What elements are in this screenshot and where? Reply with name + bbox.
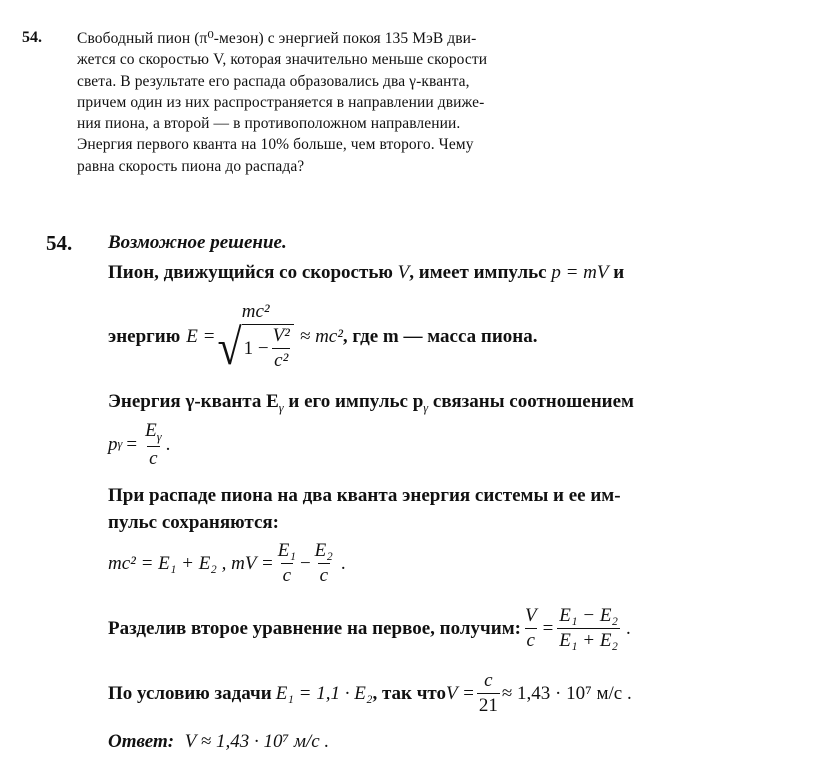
- problem-line: света. В результате его распада образовались два γ-кванта,: [77, 72, 470, 90]
- solution-line-9: По условию задачи E₁ = 1,1 · E₂ , так что V = $\frac{c}{21}$ ≈ 1,43 · 10⁷ м/с .: [108, 670, 632, 716]
- solution-line-5: При распаде пиона на два кванта энергия системы и ее им-: [108, 485, 621, 506]
- sqrt-expression: √ 1 − $\frac{\text{V²}}{\text{c²}}$: [217, 324, 293, 372]
- solution-heading: Возможное решение.: [108, 232, 287, 253]
- problem-number: 54.: [22, 29, 42, 46]
- problem-text: [77, 28, 487, 177]
- solution-line-3: Энергия γ-кванта $E_\gamma$ и его импульс $p_\gamma$ связаны соотношением: [108, 391, 635, 415]
- answer-label: Ответ:: [108, 731, 175, 752]
- answer-value: V ≈ 1,43 · 10⁷ м/с .: [184, 731, 330, 752]
- problem-line: равна скорость пиона до распада?: [77, 157, 305, 175]
- solution-line-4: p γ = $\frac{E_\gamma}{c}$ .: [108, 420, 171, 469]
- problem-line: Свободный пион (π⁰-мезон) с энергией покоя 135 МэВ дви-: [77, 30, 477, 47]
- solution-line-6: пульс сохраняются:: [108, 512, 279, 533]
- solution-line-8: Разделив второе уравнение на первое, получим: $\frac{V}{c}$ = $\frac{\text{E₁ − E₂}}{\text{E₁ + E₂}}$ .: [108, 605, 631, 651]
- solution-line-7: mc² = E₁ + E₂ , mV = $\frac{\text{E₁}}{c}$ − $\frac{\text{E₂}}{c}$ .: [108, 540, 346, 586]
- problem-line: причем один из них распространяется в направлении движе-: [77, 93, 485, 111]
- problem-line: Энергия первого кванта на 10% больше, чем второго. Чему: [77, 136, 474, 154]
- answer-line: [108, 731, 329, 753]
- energy-fraction: mc² √ 1 − $\frac{\text{V²}}{\text{c²}}$: [217, 301, 293, 372]
- problem-line: ния пиона, а второй — в противоположном направлении.: [77, 115, 461, 133]
- solution-line-1: Пион, движущийся со скоростью V, имеет импульс p = mV и: [108, 262, 625, 283]
- problem-line: жется со скоростью V, которая значительно меньше скорости: [77, 51, 488, 69]
- momentum-formula: p = mV: [551, 262, 609, 283]
- solution-number: 54.: [46, 231, 73, 255]
- solution-line-2: энергию E = mc² √ 1 − $\frac{\text{V²}}{\text{c²}}$ ≈ mc² , где m — масса пиона.: [108, 301, 538, 376]
- photon-momentum-fraction: $\frac{E_\gamma}{c}$: [145, 420, 162, 469]
